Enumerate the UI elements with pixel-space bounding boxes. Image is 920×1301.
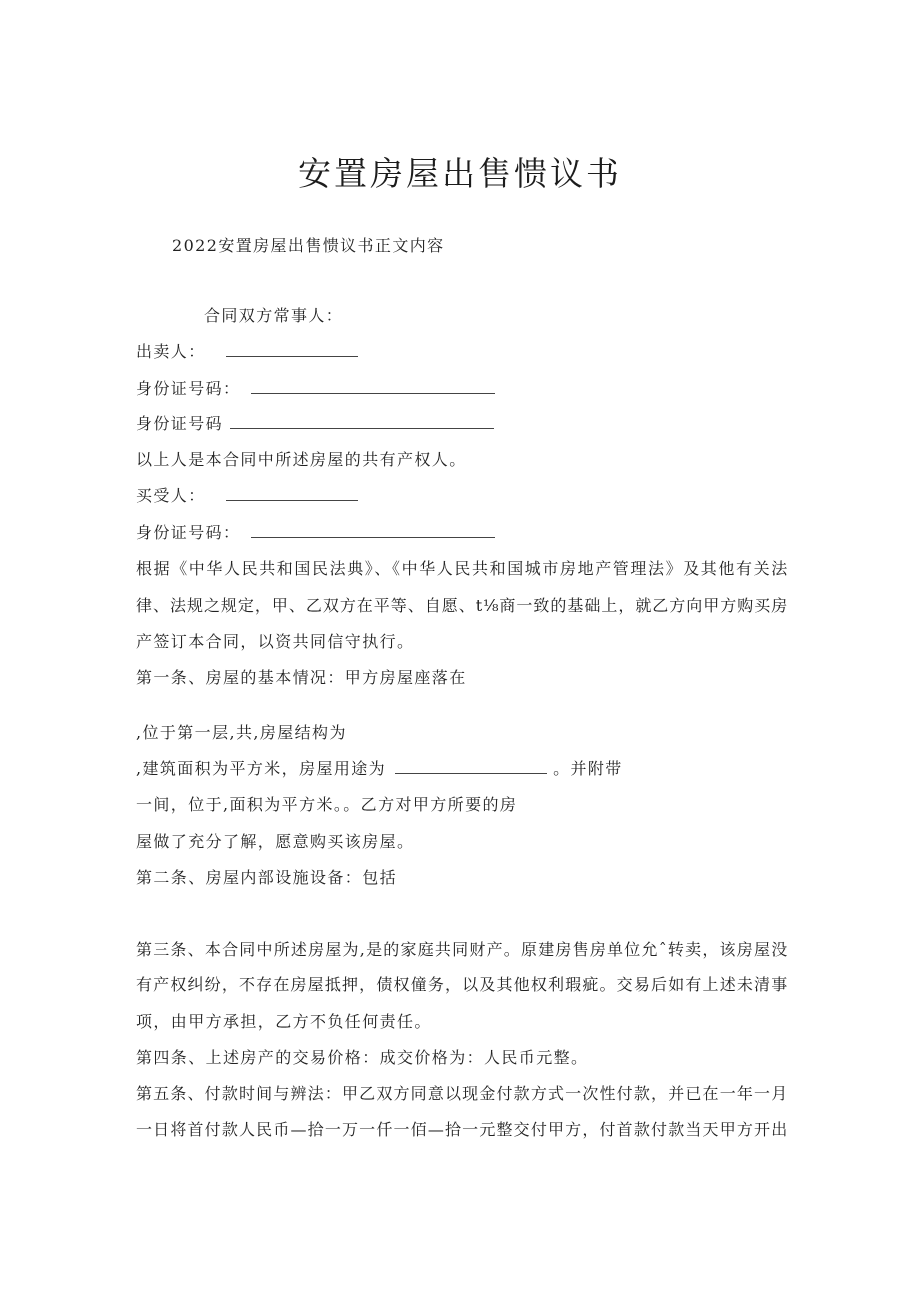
- article-3-line-3: 项，由甲方承担，乙方不负任何责任。: [136, 1012, 432, 1031]
- seller-label: 出卖人：: [136, 342, 206, 361]
- article-4: 第四条、上述房产的交易价格：成交价格为：人民币元整。: [136, 1048, 589, 1067]
- document-subtitle: 2022安置房屋出售愦议书正文内容: [172, 236, 445, 255]
- article-5-line-2: 一日将首付款人民币—拾一万一仟一佰—拾一元整交付甲方，付首款付款当天甲方开出: [136, 1120, 788, 1139]
- seller-blank: [226, 342, 358, 357]
- id-number-line-1: [136, 376, 495, 399]
- article-1-line-3-text: ,建筑面积为平方米，房屋用途为: [136, 759, 387, 778]
- id-number-line-3: [136, 520, 495, 543]
- buyer-label: 买受人：: [136, 486, 206, 505]
- id-label-2: 身份证号码: [136, 414, 224, 433]
- id-blank-1: [251, 379, 495, 394]
- article-1-line-3: [136, 756, 623, 779]
- id-label-3: 身份证号码：: [136, 523, 241, 542]
- document-title: 安置房屋出售愦议书: [298, 154, 622, 193]
- article-3-line-2: 有产权纠纷，不存在房屋抵押，债权僮务，以及其他权利瑕疵。交易后如有上述未清事: [136, 975, 788, 994]
- article-1-line-1: 第一条、房屋的基本情况：甲方房屋座落在: [136, 668, 467, 687]
- article-2: 第二条、房屋内部设施设备：包括: [136, 868, 398, 887]
- buyer-line: [136, 483, 358, 506]
- preamble-line-3: 产签订本合同，以资共同信守执行。: [136, 632, 415, 651]
- co-owner-note: 以上人是本合同中所述房屋的共有产权人。: [136, 450, 467, 469]
- article-5-line-1: 第五条、付款时间与辨法：甲乙双方同意以现金付款方式一次性付款，并已在一年一月: [136, 1084, 788, 1103]
- id-label-1: 身份证号码：: [136, 379, 241, 398]
- id-number-line-2: [136, 411, 494, 434]
- id-blank-2: [230, 414, 494, 429]
- article-1-line-3-tail: 。并附带: [553, 759, 623, 778]
- usage-blank: [395, 759, 547, 774]
- article-1-line-4: 一间，位于,面积为平方米。。乙方对甲方所要的房: [136, 795, 518, 814]
- article-1-line-2: ,位于第一层,共,房屋结构为: [136, 723, 347, 742]
- id-blank-3: [251, 523, 495, 538]
- buyer-blank: [226, 486, 358, 501]
- article-3-line-1: 第三条、本合同中所述房屋为,是的家庭共同财产。原建房售房单位允ˆ转卖，该房屋没: [136, 940, 788, 959]
- seller-line: [136, 339, 358, 362]
- preamble-line-2: 律、法规之规定，甲、乙双方在平等、自愿、t⅛商一致的基础上，就乙方向甲方购买房: [136, 596, 788, 615]
- preamble-line-1: 根据《中华人民共和国民法典》、《中华人民共和国城市房地产管理法》及其他有关法: [136, 559, 788, 578]
- parties-heading: 合同双方常事人：: [204, 306, 344, 325]
- article-1-line-5: 屋做了充分了解，愿意购买该房屋。: [136, 832, 415, 851]
